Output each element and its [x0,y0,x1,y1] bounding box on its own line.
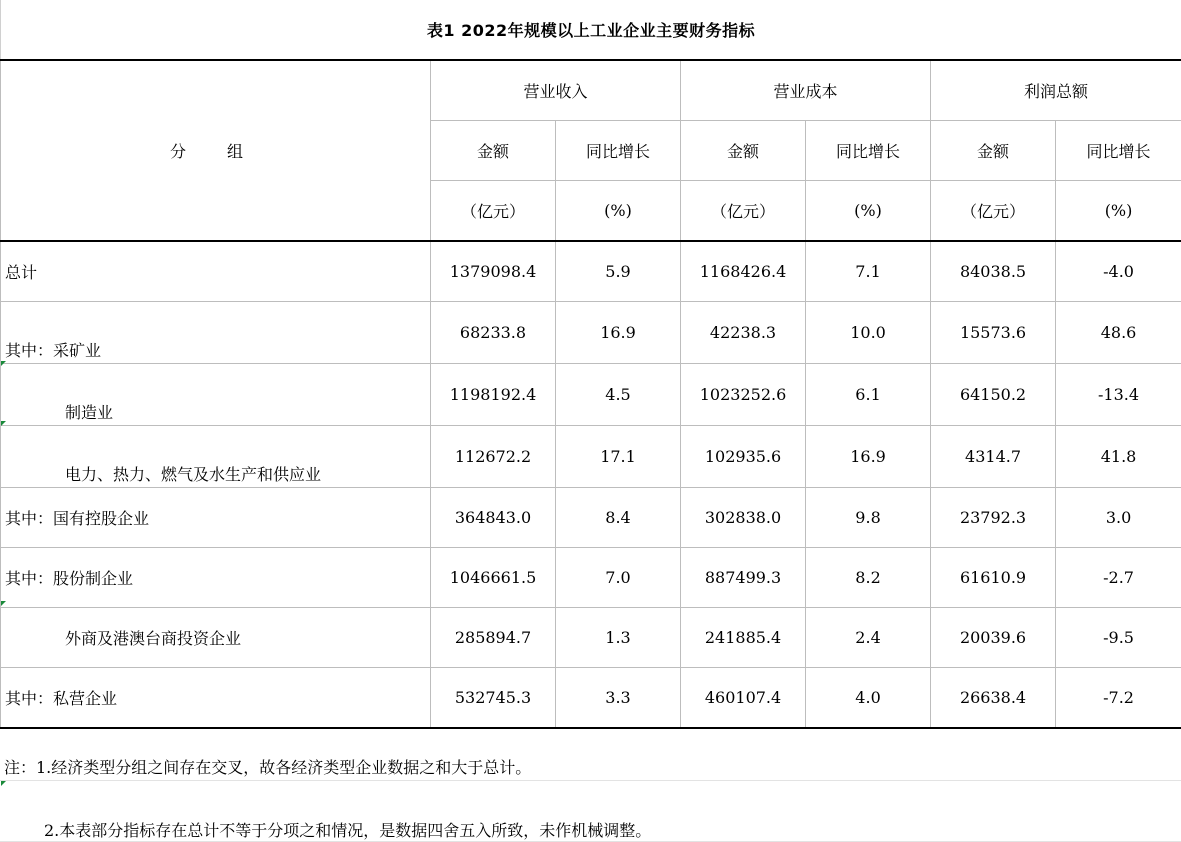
group-header-cell[interactable]: 分 组 [1,60,431,241]
profit-pct-header[interactable]: (%) [1056,181,1181,242]
profit-amount-header[interactable]: 金额 [931,121,1056,181]
profit-amount-cell[interactable]: 23792.3 [931,488,1056,548]
note-text: 2.本表部分指标存在总计不等于分项之和情况，是数据四舍五入所致，未作机械调整。 [44,818,651,841]
cost-yoy-cell[interactable]: 7.1 [806,241,931,302]
profit-amount-cell[interactable]: 61610.9 [931,548,1056,608]
profit-amount-cell[interactable]: 20039.6 [931,608,1056,668]
revenue-amount-cell[interactable]: 1379098.4 [431,241,556,302]
row-label[interactable]: 制造业 [1,364,431,426]
cost-header-cell[interactable]: 营业成本 [681,60,931,121]
cost-pct-header[interactable]: (%) [806,181,931,242]
revenue-yoy-cell[interactable]: 16.9 [556,302,681,364]
revenue-yoy-cell[interactable]: 7.0 [556,548,681,608]
revenue-yoy-cell[interactable]: 1.3 [556,608,681,668]
profit-yoy-cell[interactable]: 3.0 [1056,488,1181,548]
table-row [1,548,1181,608]
cost-amount-cell[interactable]: 1023252.6 [681,364,806,426]
revenue-yoy-cell[interactable]: 17.1 [556,426,681,488]
profit-yoy-header[interactable]: 同比增长 [1056,121,1181,181]
table-row [1,364,1181,426]
table-row [1,668,1181,729]
profit-yoy-cell[interactable]: -4.0 [1056,241,1181,302]
revenue-unit-header[interactable]: （亿元） [431,181,556,242]
profit-yoy-cell[interactable]: -13.4 [1056,364,1181,426]
cost-yoy-cell[interactable]: 9.8 [806,488,931,548]
cell-marker-icon [1,601,6,606]
row-label[interactable]: 总计 [1,241,431,302]
note-row[interactable] [0,720,1181,781]
profit-yoy-cell[interactable]: -9.5 [1056,608,1181,668]
note-text: 注：1.经济类型分组之间存在交叉，故各经济类型企业数据之和大于总计。 [4,755,531,778]
revenue-amount-cell[interactable]: 285894.7 [431,608,556,668]
financial-indicators-table [0,59,1181,729]
profit-amount-cell[interactable]: 26638.4 [931,668,1056,729]
cell-marker-icon [1,361,6,366]
cost-amount-cell[interactable]: 302838.0 [681,488,806,548]
revenue-amount-cell[interactable]: 364843.0 [431,488,556,548]
revenue-amount-cell[interactable]: 532745.3 [431,668,556,729]
profit-amount-cell[interactable]: 64150.2 [931,364,1056,426]
revenue-yoy-cell[interactable]: 3.3 [556,668,681,729]
table-row [1,608,1181,668]
revenue-yoy-cell[interactable]: 5.9 [556,241,681,302]
row-label[interactable]: 其中：私营企业 [1,668,431,729]
revenue-amount-cell[interactable]: 68233.8 [431,302,556,364]
cost-yoy-header[interactable]: 同比增长 [806,121,931,181]
cost-amount-cell[interactable]: 42238.3 [681,302,806,364]
revenue-header-cell[interactable]: 营业收入 [431,60,681,121]
cost-amount-cell[interactable]: 241885.4 [681,608,806,668]
revenue-amount-cell[interactable]: 1198192.4 [431,364,556,426]
profit-amount-cell[interactable]: 84038.5 [931,241,1056,302]
revenue-amount-cell[interactable]: 1046661.5 [431,548,556,608]
profit-amount-cell[interactable]: 15573.6 [931,302,1056,364]
profit-yoy-cell[interactable]: 48.6 [1056,302,1181,364]
cost-amount-header[interactable]: 金额 [681,121,806,181]
cost-amount-cell[interactable]: 887499.3 [681,548,806,608]
note-row[interactable] [0,781,1181,842]
profit-header-cell[interactable]: 利润总额 [931,60,1181,121]
row-label[interactable]: 其中：国有控股企业 [1,488,431,548]
table-row [1,488,1181,548]
cost-unit-header[interactable]: （亿元） [681,181,806,242]
cost-yoy-cell[interactable]: 10.0 [806,302,931,364]
table-row [1,241,1181,302]
row-label[interactable]: 外商及港澳台商投资企业 [1,608,431,668]
revenue-amount-cell[interactable]: 112672.2 [431,426,556,488]
notes-section [0,720,1181,842]
profit-unit-header[interactable]: （亿元） [931,181,1056,242]
cost-yoy-cell[interactable]: 16.9 [806,426,931,488]
revenue-yoy-header[interactable]: 同比增长 [556,121,681,181]
row-label[interactable]: 电力、热力、燃气及水生产和供应业 [1,426,431,488]
revenue-amount-header[interactable]: 金额 [431,121,556,181]
cost-yoy-cell[interactable]: 6.1 [806,364,931,426]
revenue-yoy-cell[interactable]: 4.5 [556,364,681,426]
row-label[interactable]: 其中：股份制企业 [1,548,431,608]
table-row [1,426,1181,488]
row-label[interactable]: 其中：采矿业 [1,302,431,364]
profit-amount-cell[interactable]: 4314.7 [931,426,1056,488]
cost-amount-cell[interactable]: 460107.4 [681,668,806,729]
table-title[interactable]: 表1 2022年规模以上工业企业主要财务指标 [0,0,1181,59]
profit-yoy-cell[interactable]: -7.2 [1056,668,1181,729]
cost-yoy-cell[interactable]: 4.0 [806,668,931,729]
revenue-pct-header[interactable]: (%) [556,181,681,242]
revenue-yoy-cell[interactable]: 8.4 [556,488,681,548]
profit-yoy-cell[interactable]: 41.8 [1056,426,1181,488]
cost-amount-cell[interactable]: 1168426.4 [681,241,806,302]
cell-marker-icon [1,421,6,426]
table-row [1,302,1181,364]
cost-yoy-cell[interactable]: 2.4 [806,608,931,668]
profit-yoy-cell[interactable]: -2.7 [1056,548,1181,608]
cost-yoy-cell[interactable]: 8.2 [806,548,931,608]
cost-amount-cell[interactable]: 102935.6 [681,426,806,488]
